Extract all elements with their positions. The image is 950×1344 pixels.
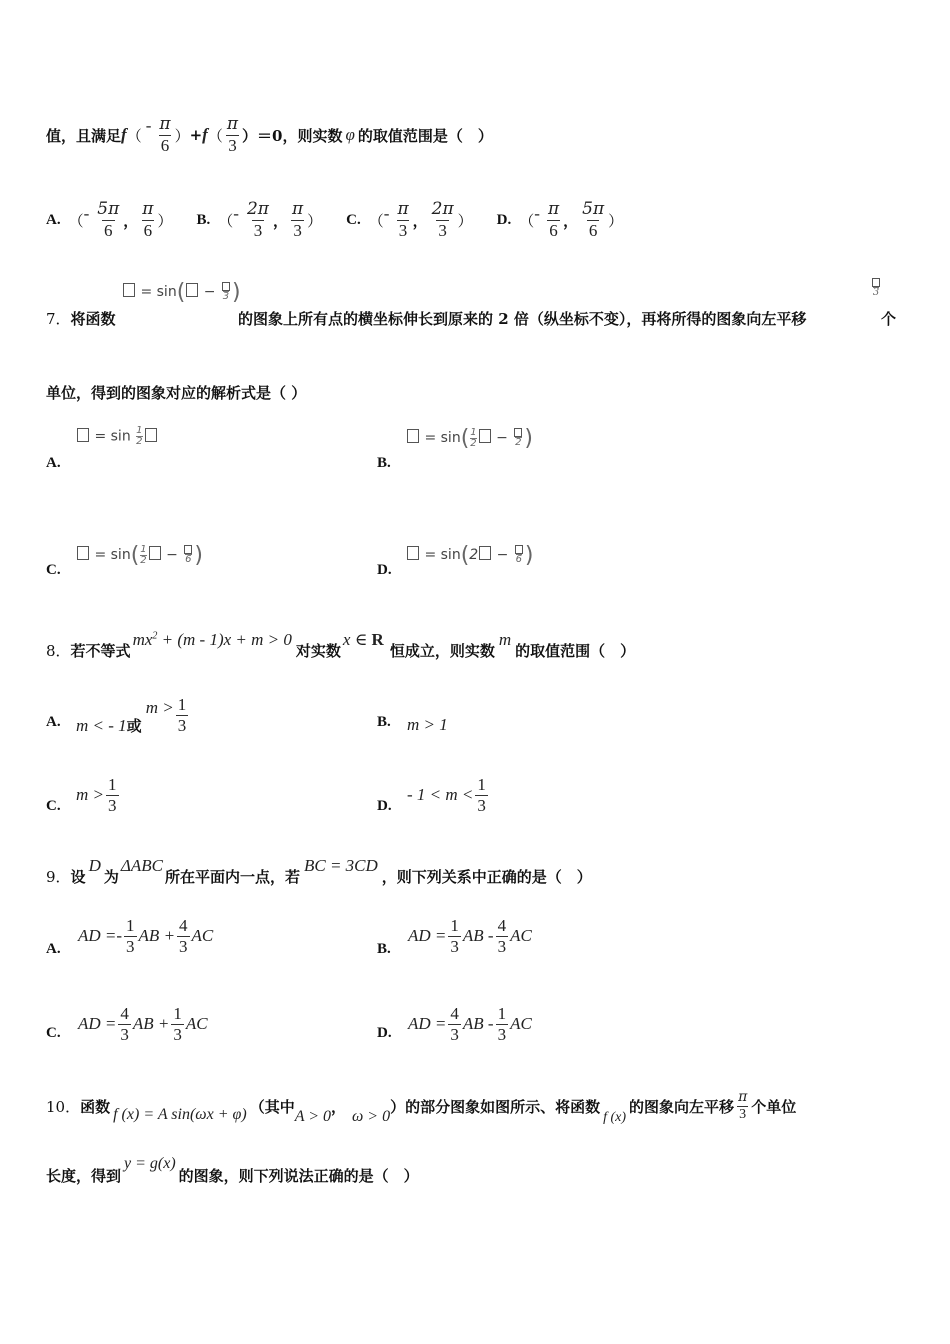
q6-option-b-frac2 <box>290 198 305 240</box>
q8-mid: 对实数 <box>295 641 341 660</box>
q8-option-a-frac-num: 1 <box>177 694 187 714</box>
q6-option-d-comma: ， <box>563 211 579 230</box>
q6-option-d-frac2-den: 6 <box>588 220 598 240</box>
q6-option-c-frac1-num: π <box>397 198 409 219</box>
q8-option-a-frac-den: 3 <box>177 715 187 735</box>
q8-option-c-expr <box>76 772 121 818</box>
q7-option-d-eq-text: = sin <box>424 547 461 563</box>
q6-option-d-frac1 <box>546 198 561 240</box>
q7-number-text: 7． <box>46 310 71 328</box>
q8-mid2: 恒成立，则实数 <box>389 641 495 660</box>
q9-lead: 设 <box>70 867 86 886</box>
q10-comma: ， <box>330 1097 346 1116</box>
placeholder-glyph-icon <box>515 545 523 554</box>
q7-option-a-eq <box>76 426 158 447</box>
placeholder-glyph-icon <box>222 282 230 291</box>
q9-option-a-v2: AC <box>191 926 214 945</box>
q9-option-b-label: B. <box>377 941 391 957</box>
q6-suffix: 的取值范围是（ ） <box>357 126 493 145</box>
q10-gx: y = g(x) <box>124 1155 176 1172</box>
q8-option-a-frac <box>176 696 189 735</box>
q7-option-b-paren-close: ) <box>524 426 533 451</box>
q6-option-c-frac1 <box>395 198 410 240</box>
q6-option-b-label: B. <box>196 211 211 228</box>
placeholder-glyph-icon <box>407 546 419 560</box>
q7-line2-text: 单位，得到的图象对应的解析式是（ ） <box>46 384 307 402</box>
q9-option-b-v1: AB - <box>462 926 494 945</box>
q8-x-in: x ∈ <box>342 630 372 649</box>
q7-unit <box>881 308 896 329</box>
q7-option-d-label: D. <box>377 562 392 578</box>
q6-option-c-sign: - <box>383 204 390 223</box>
q6-option-a-frac2-num: π <box>142 198 154 219</box>
q8-option-d-frac <box>475 776 488 815</box>
q7-option-c-coef-num: 1 <box>140 543 147 555</box>
q9-option-b-frac2-num: 4 <box>497 915 507 935</box>
q7-option-d-eq: = sin(2 − 6 ) <box>406 543 533 568</box>
q8-stem <box>46 630 635 670</box>
q9-mid2: 所在平面内一点，若 <box>164 867 300 886</box>
q8-ineq <box>133 630 292 650</box>
q6-option-b-open: （ <box>218 211 234 230</box>
q9-option-b-frac2 <box>496 917 509 956</box>
q6-option-b-frac2-num: π <box>291 198 304 219</box>
q6-prefix: 值，且满足 <box>46 126 122 145</box>
q6-frac1-num: π <box>159 113 171 134</box>
q9-option-a-v1: AB + <box>138 926 176 945</box>
q9-relation: BC = 3CD <box>303 856 378 875</box>
q6-f1: f <box>121 125 127 144</box>
placeholder-glyph-icon <box>145 428 157 442</box>
q8-option-a-label: A. <box>46 714 61 730</box>
q6-option-b-frac1 <box>245 198 271 240</box>
q7-option-a-coef-den: 2 <box>136 436 143 447</box>
q7-shift-frac-inner <box>871 278 881 298</box>
q7-option-c-coef <box>140 545 146 566</box>
q9-option-a-frac2 <box>177 917 190 956</box>
q6-option-c-close: ） <box>457 211 473 230</box>
q7-shift-frac <box>870 278 882 298</box>
q8-option-b-label: B. <box>377 714 391 730</box>
q7-line2 <box>46 382 306 403</box>
q6-option-c-frac2-den: 3 <box>438 220 447 240</box>
q9-option-c-v2: AC <box>185 1014 208 1033</box>
q10-cond1: A > 0 <box>294 1108 331 1125</box>
q9-option-b-frac1-num: 1 <box>450 915 459 935</box>
q10-mid2: ）的部分图象如图所示、将函数 <box>390 1097 601 1116</box>
q7-option-c-coef-den: 2 <box>140 554 147 566</box>
q7-body-text: 的图象上所有点的横坐标伸长到原来的 2 倍（纵坐标不变），再将所得的图象向左平移 <box>238 310 807 328</box>
q6-stem <box>46 110 493 160</box>
q6-option-c-frac2 <box>430 198 456 240</box>
q10-tail: 个单位 <box>751 1097 797 1116</box>
q9-option-d-frac1-den: 3 <box>450 1024 459 1044</box>
q6-option-a-frac1 <box>95 198 121 240</box>
placeholder-glyph-icon <box>872 278 880 287</box>
q6-option-a-comma: ， <box>123 211 139 230</box>
q6-frac2 <box>225 113 240 155</box>
q7-paren-open: ( <box>176 280 186 305</box>
placeholder-glyph-icon <box>184 545 192 554</box>
q7-option-c-paren-open: ( <box>130 543 140 568</box>
q7-option-c-eq: = sin( $\frac{1}{2}$ − 6 ) <box>76 543 203 568</box>
q9-option-d-v2: AC <box>510 1014 532 1033</box>
q7-inner-frac-den: 3 <box>222 291 230 302</box>
q10-shift-frac-den: 3 <box>739 1106 747 1122</box>
q6-option-d-frac1-num: π <box>547 198 560 219</box>
q7-option-a-coef <box>136 426 142 447</box>
q6-frac2-num: π <box>226 113 239 134</box>
q9-option-a-frac2-den: 3 <box>179 936 188 956</box>
q7-unit-text: 个 <box>881 310 897 328</box>
q6-option-d-frac1-den: 6 <box>549 220 558 240</box>
q7-option-b-frac-den: 2 <box>515 437 522 448</box>
q7-option-b-eq: = sin( $\frac{1}{2}$ − 2 ) <box>406 426 533 451</box>
q9-option-a-frac2-num: 4 <box>179 915 188 935</box>
q9-number: 9． <box>46 867 71 886</box>
q7-option-b-coef <box>470 428 476 449</box>
q6-option-d-label: D. <box>496 211 512 228</box>
q9-triangle: ΔABC <box>120 856 163 875</box>
q6-minus1: - <box>145 116 152 135</box>
q6-open2: （ <box>207 126 223 145</box>
q7-inner-frac <box>221 282 231 302</box>
q9-option-d-expr <box>408 1000 532 1048</box>
q7-option-b-eq-text: = sin <box>424 430 461 446</box>
q6-option-c-frac2-num: 2π <box>431 198 454 219</box>
q10-mid3: 的图象向左平移 <box>629 1097 735 1116</box>
q9-option-d-v1: AB - <box>462 1014 494 1033</box>
placeholder-glyph-icon <box>479 429 491 443</box>
q7-option-b-coef-num: 1 <box>470 426 477 438</box>
q6-option-d-close: ） <box>608 211 624 230</box>
q8-option-c-frac-den: 3 <box>108 795 117 815</box>
q8-R: R <box>371 630 384 649</box>
q6-option-c-frac1-den: 3 <box>398 220 408 240</box>
q9-option-c-frac2-num: 1 <box>173 1003 182 1023</box>
q10-line2 <box>46 1155 419 1195</box>
q9-option-b-expr <box>408 912 532 960</box>
q9-option-c-frac2 <box>171 1005 184 1044</box>
placeholder-glyph-icon <box>77 428 89 442</box>
q9-option-c-frac2-den: 3 <box>173 1024 182 1044</box>
q8-option-a-expr <box>76 690 190 740</box>
q7-option-b-label: B. <box>377 455 391 471</box>
q9-option-c-frac1-num: 4 <box>120 1003 129 1023</box>
q9-option-a-label: A. <box>46 941 61 957</box>
q8-option-d-part1: - 1 < m < <box>407 785 474 804</box>
q9-option-c-label: C. <box>46 1025 61 1041</box>
q9-option-c-expr <box>78 1000 208 1048</box>
q8-option-c-frac <box>106 776 119 815</box>
q8-option-c-label: C. <box>46 798 61 814</box>
q7-option-b-coef-den: 2 <box>470 437 477 449</box>
q9-option-d-frac1-num: 4 <box>450 1003 459 1023</box>
q7-shift-frac-den: 3 <box>872 287 880 298</box>
q8-option-d-expr <box>407 772 490 818</box>
q8-option-a-or: 或 <box>126 717 142 735</box>
q7-function-image: = sin( − 3 ) <box>122 280 241 305</box>
q8-ineq-sup: 2 <box>152 630 158 642</box>
q9-option-c-lhs: AD = <box>78 1014 117 1033</box>
placeholder-glyph-icon <box>479 546 491 560</box>
q8-option-c-frac-num: 1 <box>108 774 117 794</box>
q7-body <box>238 308 806 329</box>
q8-m: m <box>498 630 512 649</box>
q7-eq-text: = sin <box>140 284 177 300</box>
q10-mid: （其中 <box>249 1097 295 1116</box>
q6-option-a-open: （ <box>68 211 84 230</box>
q7-number <box>46 308 116 329</box>
q6-frac1-den: 6 <box>160 135 170 155</box>
q6-option-b-comma: ， <box>272 211 288 230</box>
q7-option-a-coef-num: 1 <box>136 425 143 436</box>
q10-stem <box>46 1082 796 1130</box>
q7-option-d-paren-open: ( <box>460 543 470 568</box>
q7-option-c-frac-den: 6 <box>185 554 192 565</box>
q8-option-d-frac-den: 3 <box>477 795 486 815</box>
q9-option-b-frac1-den: 3 <box>450 936 459 956</box>
q7-option-c-label: C. <box>46 562 61 578</box>
q7-option-a-label: A. <box>46 455 61 471</box>
q9-option-b-frac1 <box>448 917 461 956</box>
q8-option-a-part2: m > <box>145 698 174 717</box>
q6-option-a-frac1-num: 5π <box>97 198 120 219</box>
q7-lead: 将函数 <box>70 310 116 328</box>
q10-function2: f (x) <box>603 1110 627 1125</box>
q10-shift-frac <box>736 1090 749 1122</box>
q9-option-d-frac2-num: 1 <box>497 1003 507 1023</box>
q7-option-b-paren-open: ( <box>460 426 470 451</box>
q6-options-row <box>46 192 623 248</box>
placeholder-glyph-icon <box>514 428 522 437</box>
q10-line2-b: 的图象，则下列说法正确的是（ ） <box>178 1166 419 1185</box>
q9-option-d-frac2 <box>496 1005 509 1044</box>
q8-lead: 若不等式 <box>70 641 131 660</box>
q7-option-c-frac <box>183 545 193 565</box>
q9-tail: ，则下列关系中正确的是（ ） <box>381 867 592 886</box>
q9-D: D <box>88 856 101 875</box>
q6-option-d-frac2 <box>580 198 606 240</box>
q9-option-a-expr <box>78 912 213 960</box>
q9-option-b-v2: AC <box>510 926 532 945</box>
q9-option-a-frac1-num: 1 <box>126 915 135 935</box>
q10-function: f (x) = A sin(ωx + φ) <box>113 1106 247 1123</box>
q6-option-a-sign: - <box>83 204 90 223</box>
q6-option-c-label: C. <box>346 211 361 228</box>
q8-x-in-r <box>343 630 384 650</box>
q6-option-b-frac2-den: 3 <box>293 220 302 240</box>
placeholder-glyph-icon <box>407 429 419 443</box>
q7-paren-close: ) <box>231 280 241 305</box>
q7-option-d-frac <box>514 545 524 565</box>
q10-lead: 函数 <box>80 1097 111 1116</box>
placeholder-glyph-icon <box>77 546 89 560</box>
q9-option-d-frac2-den: 3 <box>497 1024 507 1044</box>
q9-mid: 为 <box>103 867 119 886</box>
q9-option-d-label: D. <box>377 1025 392 1041</box>
q8-option-c-part1: m > <box>76 785 104 804</box>
q7-option-b-frac <box>513 428 523 448</box>
q9-option-a-frac1 <box>124 917 137 956</box>
q9-option-b-frac2-den: 3 <box>497 936 507 956</box>
q7-option-a-eq-text: = sin <box>94 428 131 445</box>
q9-option-a-lhs: AD =- <box>78 926 123 945</box>
q6-option-b-frac1-den: 3 <box>253 220 263 240</box>
q9-stem <box>46 856 592 896</box>
q6-option-a-label: A. <box>46 211 61 228</box>
q7-option-d-paren-close: ) <box>524 543 534 568</box>
q6-option-b-close: ） <box>307 211 323 230</box>
q6-plus: + <box>189 126 203 144</box>
q7-option-c-paren-close: ) <box>194 543 203 568</box>
placeholder-glyph-icon <box>149 546 161 560</box>
q9-option-c-frac1-den: 3 <box>120 1024 129 1044</box>
q7-option-d-frac-den: 6 <box>515 554 523 565</box>
q9-option-d-frac1 <box>448 1005 461 1044</box>
q6-close1: ） <box>174 126 190 145</box>
q6-frac2-den: 3 <box>228 135 237 155</box>
q6-option-c-open: （ <box>368 211 384 230</box>
q6-option-a-frac1-den: 6 <box>104 220 113 240</box>
placeholder-glyph-icon <box>123 283 135 297</box>
q6-option-d-frac2-num: 5π <box>582 198 605 219</box>
q7-option-d-coef: 2 <box>469 547 479 563</box>
q9-option-a-frac1-den: 3 <box>126 936 135 956</box>
q6-option-d-open: （ <box>519 211 535 230</box>
q8-tail: 的取值范围（ ） <box>515 641 636 660</box>
q8-option-d-frac-num: 1 <box>477 774 486 794</box>
q10-line2-a: 长度，得到 <box>46 1166 122 1185</box>
q9-option-c-frac1 <box>118 1005 131 1044</box>
q6-option-b-sign: - <box>233 204 239 223</box>
q6-option-a-frac2 <box>140 198 155 240</box>
q7-option-c-eq-text: = sin <box>94 547 131 563</box>
q6-option-b-frac1-num: 2π <box>246 198 269 219</box>
q6-f2: f <box>202 125 208 144</box>
q8-option-b-expr: m > 1 <box>407 715 448 734</box>
q8-number: 8． <box>46 641 71 660</box>
q6-option-a-close: ） <box>157 211 173 230</box>
q10-cond2: ω > 0 <box>352 1108 391 1125</box>
q8-option-d-label: D. <box>377 798 392 814</box>
q6-option-a-frac2-den: 6 <box>143 220 153 240</box>
q8-ineq-a: mx <box>132 630 153 649</box>
q10-shift-frac-num: π <box>738 1088 748 1105</box>
q6-phi: φ <box>345 125 355 144</box>
q9-option-d-lhs: AD = <box>408 1014 447 1033</box>
q8-option-a-part1: m < - 1 <box>76 716 127 735</box>
q6-close2: ）＝0，则实数 <box>242 126 343 145</box>
q6-frac1 <box>157 113 172 155</box>
q8-ineq-b: + (m - 1)x + m > 0 <box>157 630 292 649</box>
placeholder-glyph-icon <box>186 283 198 297</box>
q9-option-c-v1: AB + <box>132 1014 170 1033</box>
q6-option-d-sign: - <box>534 204 540 223</box>
q6-option-c-comma: ， <box>412 211 428 230</box>
q10-number: 10． <box>46 1097 81 1116</box>
q6-open1: （ <box>126 126 142 145</box>
q9-option-b-lhs: AD = <box>408 926 447 945</box>
